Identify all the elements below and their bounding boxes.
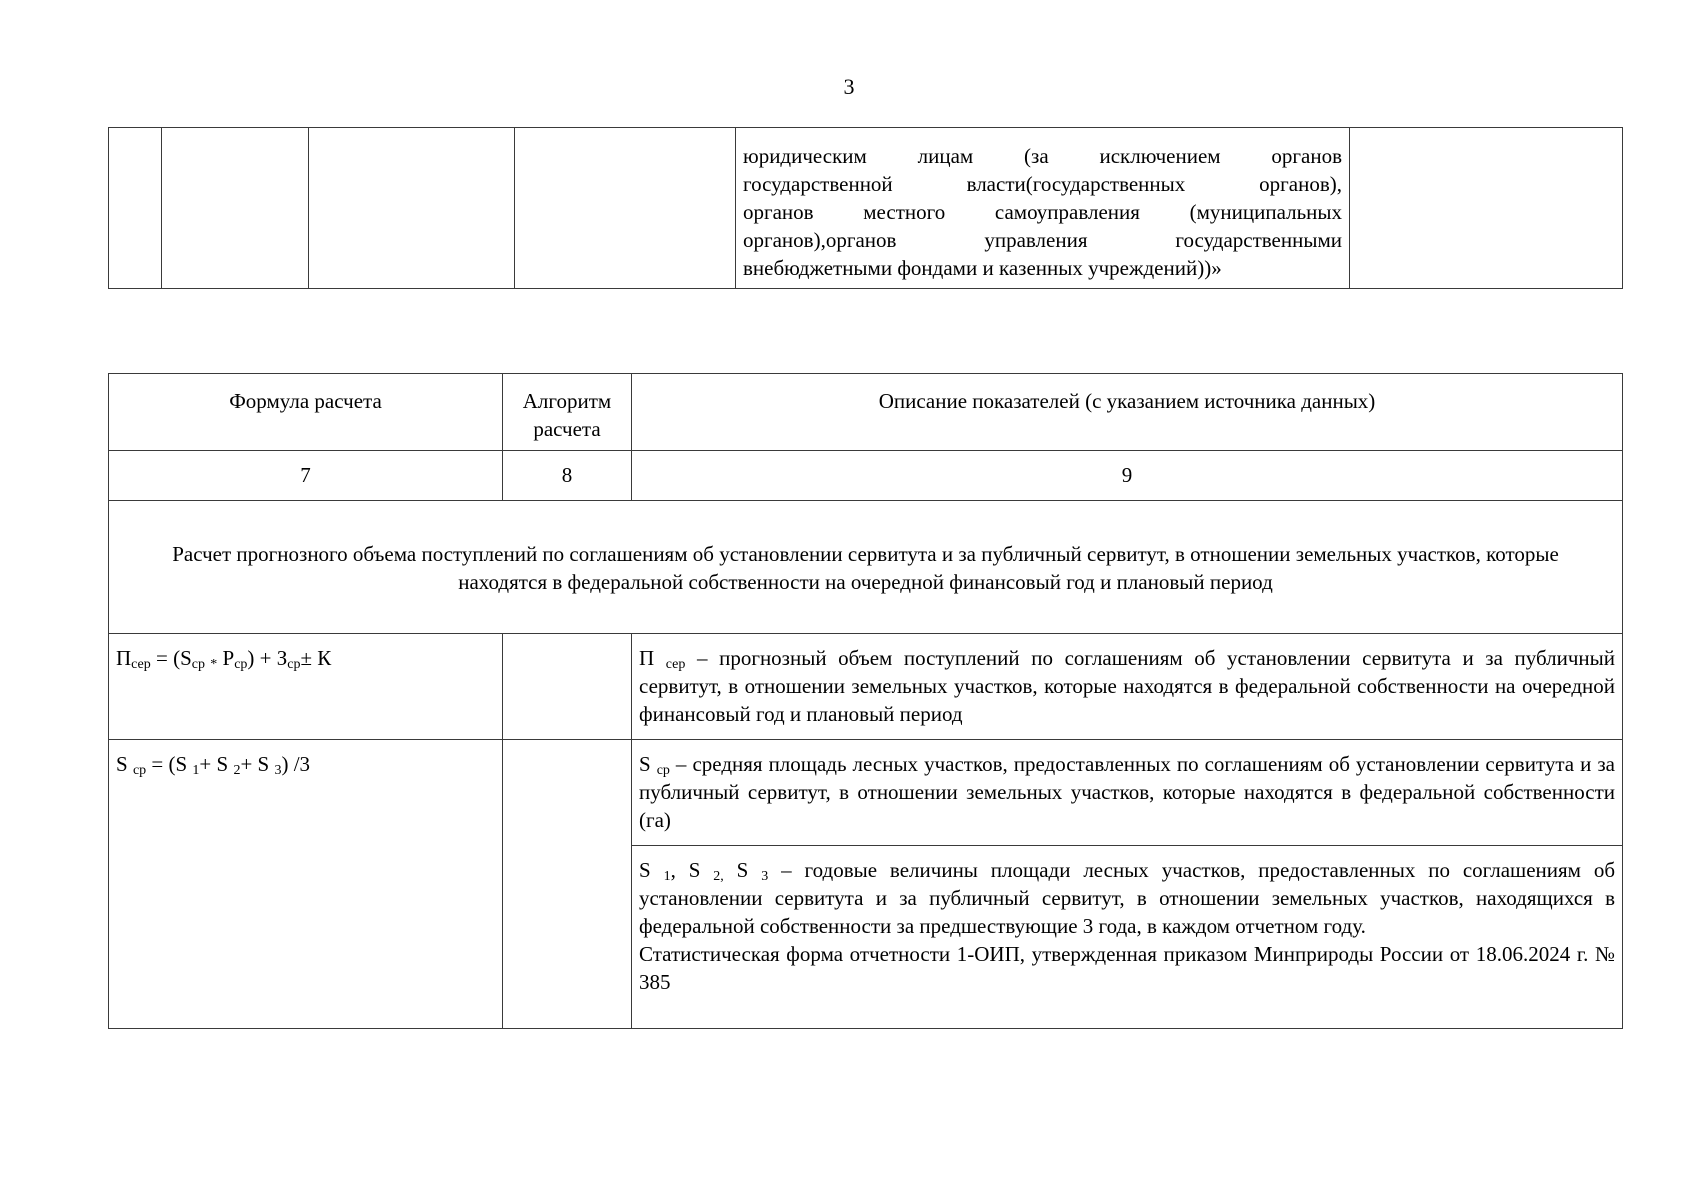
data-source-text: Статистическая форма отчетности 1-ОИП, утвержденная приказом Минприроды России от 18.06.2024 г. № 385: [639, 942, 1615, 994]
text-line: юридическим лицам (за исключением органов: [743, 144, 1342, 168]
formula-cell: [109, 740, 503, 1029]
column-number-row: [109, 451, 1623, 501]
empty-cell: [515, 128, 736, 289]
continuation-text-cell: [736, 128, 1350, 289]
table-row: [109, 634, 1623, 740]
empty-cell: [309, 128, 515, 289]
header-algorithm: Алгоритм расчета: [503, 374, 632, 451]
continuation-row: [109, 128, 1623, 289]
header-row: [109, 374, 1623, 451]
section-title: Расчет прогнозного объема поступлений по соглашениям об установлении сервитута и за публичный сервитут, в отношении земельных участков, которые находятся в федеральной собственности на очередной финансовый год и плановый период: [109, 501, 1623, 634]
description-text: П $_{сер}$ – прогнозный объем поступлений по соглашениям об установлении сервитута и за публичный сервитут, в отношении земельных участков, которые находятся в федеральной собственности на очередной финансовый год и плановый период: [639, 646, 1615, 726]
text-line: внебюджетными фондами и казенных учреждений))»: [743, 256, 1222, 280]
text-line: органов),органов управления государственными: [743, 228, 1342, 252]
header-description: Описание показателей (с указанием источника данных): [632, 374, 1623, 451]
continuation-text: [736, 128, 1349, 282]
empty-cell: [1350, 128, 1623, 289]
page-number: 3: [843, 74, 855, 99]
table-row: [109, 740, 1623, 846]
description-text: S $_{ср}$ – средняя площадь лесных участков, предоставленных по соглашениям об установлении сервитута и за публичный сервитут, в отношении земельных участков, которые находятся в федеральной собственности (га): [639, 752, 1615, 832]
text-line: органов местного самоуправления (муниципальных: [743, 200, 1342, 224]
section-row: [109, 501, 1623, 634]
column-number-7: 7: [109, 451, 503, 501]
continuation-table: [108, 127, 1623, 289]
algorithm-cell: [503, 634, 632, 740]
header-formula: Формула расчета: [109, 374, 503, 451]
description-text: S $_1$, S $_{2,}$ S $_3$ – годовые величины площади лесных участков, предоставленных по соглашениям об установлении сервитута и за публичный сервитут, в отношении земельных участков, находящихся в федеральной собственности за предшествующие 3 года, в каждом отчетном году.: [639, 858, 1616, 938]
formula-text: $П_{сер} = (S_{ср}$ $_*$ $Р_{ср}) + З_{ср}\pm К$: [116, 646, 332, 672]
formula-cell: [109, 634, 503, 740]
column-number-9: 9: [632, 451, 1623, 501]
indicator-table: [108, 373, 1623, 1029]
description-cell: [632, 846, 1623, 1029]
description-cell: [632, 740, 1623, 846]
formula-text: S $_{ср}$ = (S $_1$+ S $_2$+ S $_3$) /3: [116, 752, 311, 778]
column-number-8: 8: [503, 451, 632, 501]
description-cell: [632, 634, 1623, 740]
empty-cell: [162, 128, 309, 289]
empty-cell: [109, 128, 162, 289]
algorithm-cell: [503, 740, 632, 1029]
text-line: государственной власти(государственных органов),: [743, 172, 1342, 196]
